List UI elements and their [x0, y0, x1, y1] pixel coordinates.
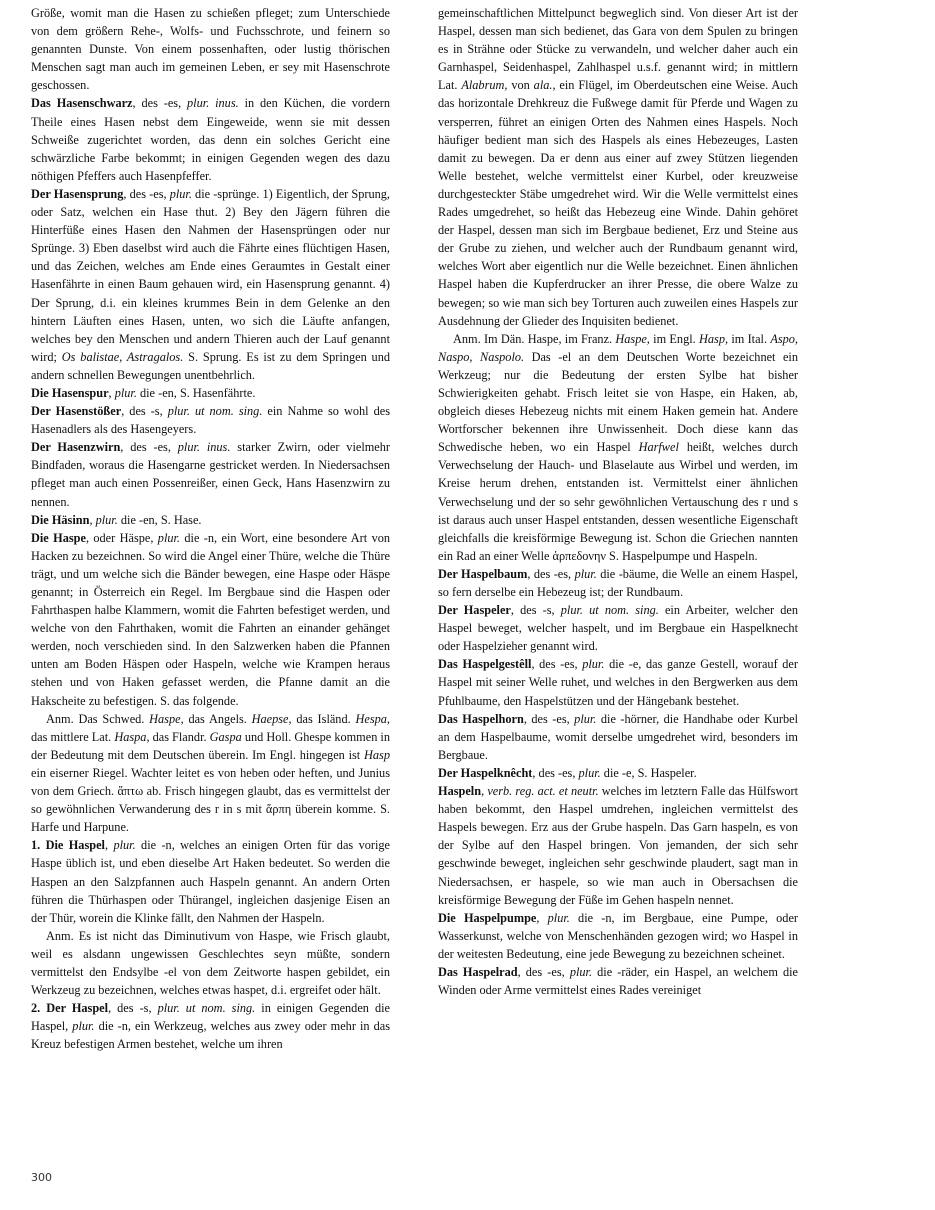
italic-term: plur. [574, 711, 597, 726]
entry-text: Anm. Es ist nicht das Diminutivum von Haspe, wie Frisch glaubt, weil es alsdann ungewissen Geschlechtes seyn müßte, sondern vermittelst den Endsylbe -el von dem Zeitworte haspen gebildet, ein Werkzeug zu bezeichnen, welches etwas haspet, d.i. ergreifet oder hält. [31, 928, 390, 998]
entry-text: Anm. Im Dän. Haspe, im Franz. [453, 331, 616, 346]
entry-text: die -n, welches an einigen Orten für das vorige Haspe üblich ist, und eben dieselbe Art Haken bedeutet. So werden die Haspen an den Salzpfannen auch Haspeln genannt. An andern Orten führen die Thürhaspen oder Thürangel, ingleichen dasjenige Eisen an der Thür, worein die Klinke fällt, den Nahmen der Haspeln. [31, 838, 391, 925]
entry-text: in den Küchen, die vordern Theile eines Hasen nebst dem Eingeweide, wenn sie mit dessen Schweiße zugerichtet worden, das denn ein solches Gericht eine schwärzliche Farbe bekommt; in einigen Gegenden wegen des dazu nöthigen Pfeffers auch Hasenpfeffer. [31, 96, 390, 183]
dictionary-entry [438, 655, 798, 709]
italic-term: Os balistae, Astragalos. [61, 349, 184, 364]
entry-text: das mittlere Lat. [31, 729, 115, 744]
italic-term: Hasp [364, 747, 390, 762]
dictionary-entry [31, 94, 390, 184]
annotation-paragraph [438, 330, 798, 565]
entry-text: , [536, 910, 548, 925]
headword: 1. Die Haspel [31, 838, 105, 853]
entry-text: die -sprünge. 1) Eigentlich, der Sprung, oder Satz, welchen ein Hase thut. 2) Bey den Jägern führen die Hinterfüße eines Hasen den Nahmen der Hasensprüngen oder nur Sprünge. 3) Eben daselbst wird auch die Fährte eines flüchtigen Hasen, und das Zeichen, welches am Ende eines Geraumtes in Gestalt einer Hasenfährte in einen Baum gehauen wird, ein Hasensprung genannt. 4) Der Sprung, d.i. ein kleines krummes Bein in dem Gelenke an den hintern Läuften eines Hasen, unten, wo sich die Läufte anfangen, welches bey den Menschen und andern Thieren auch der Lauf genannt wird; [31, 186, 390, 364]
dictionary-entry [31, 836, 390, 926]
entry-text: die -n, ein Werkzeug, welches aus zwey oder mehr in das Kreuz befestigen Armen bestehet, welche um ihren [31, 1019, 390, 1052]
entry-text: Größe, womit man die Hasen zu schießen pfleget; zum Unterschiede von dem größern Rehe-, Wolfs- und Fuchsschrote, und feinern so genannten Dunste. Von einem possenhaften, oder lustig thörischen Menschen sagt man auch im gemeinen Leben, er sey mit Hasenschrote geschossen. [31, 6, 390, 93]
entry-text: die -n, ein Wort, eine besondere Art von Hacken zu bezeichnen. So wird die Angel einer Thüre, welche die Thüre trägt, und um welche sich die Bänder bewegen, eine Haspe oder Häspe genannt; in Österreich ein Regel. Im Bergbaue sind die Haspen oder Fahrthaspen halbe Klammern, womit die Fahrten befestiget werden, und welche von den Fahrthaken, womit die Fahrten an einander gehänget werden, noch verschieden sind. In den Salzwerken haben die Pfannen unten am Boden Häspen oder Haspeln, welche wie Krampen heraus stehen und von Haken gefasset werden, die Pfanne damit an die Hakscheite zu befestigen. S. das folgende. [31, 530, 391, 708]
entry-text: die -räder, ein Haspel, an welchem die Winden oder Arme vermittelst eines Rades vereiniget [438, 964, 799, 998]
italic-term: plur. [574, 566, 597, 581]
italic-term: plur. ut nom. sing. [560, 603, 659, 618]
italic-term: Haspa, [114, 729, 150, 744]
dictionary-entry [438, 565, 798, 601]
entry-text: , [89, 512, 96, 527]
dictionary-entry [438, 601, 798, 655]
headword: Das Haspelrad [438, 964, 518, 979]
dictionary-entry [31, 185, 390, 384]
headword: Das Haspelhorn [438, 711, 524, 726]
entry-text: , des -es, [527, 566, 575, 581]
dictionary-entry [31, 999, 390, 1053]
dictionary-entry [31, 529, 390, 710]
entry-text: das Isländ. [291, 711, 356, 726]
dictionary-entry [31, 402, 390, 438]
entry-text: ein Flügel, im Oberdeutschen eine Weise. Auch das horizontale Drehkreuz die Fußwege damit für Pferde und Wagen zu versperren, führet an einigen Orten des Nahmen eines Haspels. Noch häufiger bedient man sich des Haspels als eines Hebezeuges, Lasten damit zu bewegen. Da er denn aus einer auf zwey Stützen liegenden Welle bestehet, welche vermittelst einer Kurbel, oder kreuzweise durchgesteckter Stäbe umgedrehet wird. Wir die Welle vermittelst eines Rades umgedrehet, so heißt das Hebezeug eine Winde. Dahin gehöret der Haspel, dessen man sich im Bergbaue bedienet, Erz und Steine aus der Grube zu ziehen, und welcher auch der Rundbaum genannt wird, welches Wort aber eigentlich nur die Welle bezeichnet. Einen ähnlichen Haspel haben die Kupferdrucker an ihrer Presse, die obere Walze zu bewegen; so wie man sich bey Torturen auch zuweilen eines Haspels zur Ausdehnung der Glieder des Inquisiten bedienet. [438, 78, 798, 328]
headword: Das Haspelgestêll [438, 657, 532, 672]
italic-term: plur. [72, 1019, 95, 1034]
entry-text: heißt, welches durch Verwechselung der Hauch- und Blaselaute aus Wirbel und werden, im Kreise herum drehen, entstanden ist. Vermittelst einer ähnlichen Verwechselung und der so sehr gewöhnlichen Vertauschung des r und s ist daraus auch unser Haspel entstanden, dessen wesentliche Eigenschaft gleichfalls die kreisförmige Bewegung ist. Schon die Griechen nannten ein Rad an einer Welle ἁρπεδονην S. Haspelpumpe und Haspeln. [438, 440, 798, 563]
dictionary-entry [31, 384, 390, 402]
entry-text: starker Zwirn, oder vielmehr Bindfaden, woraus die Hasengarne gestricket werden. In Niedersachsen pfleget man auch einen Possenreißer, einen Geck, Hans Hasenzwirn zu nennen. [31, 440, 391, 509]
entry-text: im Engl. [649, 331, 699, 346]
continued-paragraph [31, 4, 390, 94]
italic-term: Gaspa [209, 729, 242, 744]
italic-term: Haspe, [149, 711, 184, 726]
italic-term: plur. [578, 765, 601, 780]
entry-text: , [481, 784, 488, 799]
entry-text: die -en, S. Hase. [117, 512, 202, 527]
entry-text: Das -el an dem Deutschen Worte bezeichnet ein Werkzeug; nur die Bedeutung der ersten Sylbe hat bisher Schwierigkeiten gehabt. Frisch leitet sie von Haspe, ein Haken, ab, obgleich dieses Hebezeug nichts mit einem Haken gemein hat. Andere Wortforscher bekennen ihre Unwissenheit. Doch diese kann das Schwedische heben, wo ein Haspel [438, 349, 798, 455]
entry-text: , [108, 385, 115, 400]
dictionary-entry [438, 764, 798, 782]
entry-text: , des -es, [531, 657, 583, 672]
entry-text: , des -s, [510, 603, 561, 618]
italic-term: Hasp, [699, 331, 729, 346]
headword: Der Hasensprung [31, 186, 124, 201]
italic-term: plur. inus. [177, 440, 231, 455]
entry-text: das Angels. [183, 711, 252, 726]
headword: Die Haspe [31, 530, 86, 545]
headword: Die Häsinn [31, 512, 90, 527]
entry-text: welches im letztern Falle das Hülfswort haben bekommt, den Haspel umdrehen, ingleichen vermittelst des Haspels bewegen. Erz aus der Grube haspeln. Das Garn haspeln, es von der Sylbe auf den Haspel bringen. Von jemanden, der sich sehr geschwinde beweget, ingleichen sehr geschwinde plaudert, sagt man in Niedersachsen, er haspele, so wie man auch in Obersachsen die kreisförmige Bewegung der Füße im Gehen haspeln nennet. [438, 784, 798, 907]
headword: Haspeln [438, 784, 482, 799]
dictionary-entry [31, 511, 390, 529]
entry-text: Anm. Das Schwed. [46, 711, 150, 726]
entry-text: , oder Häspe, [85, 530, 158, 545]
entry-text: , [104, 838, 114, 853]
entry-text: , des -es, [120, 440, 178, 455]
entry-text: S. Sprung. Es ist zu dem Springen und andern schnellen Bewegungen unentbehrlich. [31, 349, 391, 382]
italic-term: Harfwel [638, 440, 679, 455]
headword: Der Hasenzwirn [31, 440, 121, 455]
dictionary-entry [438, 782, 798, 909]
italic-term: Hespa, [355, 711, 390, 726]
headword: Die Haspelpumpe [438, 910, 537, 925]
headword: Der Haspeler [438, 603, 511, 618]
entry-text: ein eiserner Riegel. Wachter leitet es von heben oder heften, und Junius von dem Griech. ἅπτω ab. Frisch hingegen glaubt, das es vermittelst der so gewöhnlichen Verwanderung des r in s mit ἅρπη überein komme. S. Harfe und Harpune. [31, 765, 390, 835]
italic-term: Aspo, Naspo, Naspolo. [438, 331, 798, 364]
entry-text: von [507, 78, 534, 93]
italic-term: ala., [533, 78, 556, 93]
entry-text: gemeinschaftlichen Mittelpunct begweglich sind. Von dieser Art ist der Haspel, dessen man sich bedienet, das Gara von dem Spulen zu bringen es in Strähne oder Stücke zu verwandeln, und welcher daher auch ein Garnhaspel, Seidenhaspel, Zahlhaspel u.s.f. genannt wird; in mittlern Lat. [438, 6, 798, 93]
entry-text: die -n, im Bergbaue, eine Pumpe, oder Wasserkunst, welche von Menschenhänden gezogen wird; wo Haspel in der weitesten Bedeutung, eine jede Bewegung zu bezeichnen scheinet. [438, 910, 798, 961]
italic-term: plur. [569, 964, 593, 979]
column-left [31, 4, 390, 1053]
dictionary-entry [438, 963, 798, 999]
italic-term: plur. [95, 512, 118, 527]
italic-term: plur. [113, 838, 136, 853]
annotation-paragraph [31, 927, 390, 999]
entry-text: , des -s, [108, 1001, 158, 1016]
italic-term: plur. [582, 657, 605, 672]
page-number: 300 [31, 1171, 52, 1184]
headword: 2. Der Haspel [31, 1001, 109, 1016]
italic-term: plur. ut nom. sing. [157, 1001, 256, 1016]
entry-text: die -hörner, die Handhabe oder Kurbel an dem Haspelbaume, womit derselbe umgedrehet wird, besonders im Bergbaue. [438, 711, 798, 762]
entry-text: ein Nahme so wohl des Hasenadlers als des Hasengeyers. [31, 404, 390, 437]
headword: Der Hasenstößer [31, 404, 122, 419]
italic-term: plur. ut nom. sing. [167, 404, 263, 419]
continued-paragraph [438, 4, 798, 330]
italic-term: Haspe, [615, 331, 650, 346]
entry-text: ein Arbeiter, welcher den Haspel beweget, welcher haspelt, und im Bergbaue ein Haspelknecht oder Haspelzieher genannt wird. [438, 603, 798, 654]
dictionary-entry [438, 909, 798, 963]
entry-text: die -en, S. Hasenfährte. [136, 385, 256, 400]
italic-term: verb. reg. act. et neutr. [487, 784, 599, 799]
column-right [438, 4, 798, 999]
entry-text: , des -es, [523, 711, 575, 726]
entry-text: , des -es, [132, 96, 188, 111]
entry-text: und Holl. Ghespe kommen in der Bedeutung mit dem Deutschen überein. Im Engl. hingegen ist [31, 729, 390, 762]
italic-term: Alabrum, [461, 78, 508, 93]
italic-term: plur. inus. [187, 96, 239, 111]
entry-text: das Flandr. [149, 729, 210, 744]
entry-text: , des -es, [532, 765, 579, 780]
headword: Der Haspelknêcht [438, 765, 533, 780]
italic-term: Haepse, [251, 711, 292, 726]
dictionary-entry [438, 710, 798, 764]
annotation-paragraph [31, 710, 390, 837]
italic-term: plur. [169, 186, 192, 201]
entry-text: die -bäume, die Welle an einem Haspel, so fern derselbe ein Hebezeug ist; der Rundbaum. [438, 566, 798, 599]
entry-text: in einigen Gegenden die Haspel, [31, 1001, 390, 1034]
italic-term: plur. [157, 530, 181, 545]
headword: Das Hasenschwarz [31, 96, 133, 111]
headword: Die Hasenspur [31, 385, 109, 400]
dictionary-entry [31, 438, 390, 510]
entry-text: , des -es, [123, 186, 170, 201]
italic-term: plur. [114, 385, 137, 400]
entry-text: , des -es, [517, 964, 570, 979]
entry-text: im Ital. [728, 331, 771, 346]
italic-term: plur. [547, 910, 570, 925]
entry-text: die -e, das ganze Gestell, worauf der Haspel mit seiner Welle ruhet, und welches in den Bergwerken aus dem Pfuhlbaume, den Haspelstützen und der Hängebank bestehet. [438, 657, 798, 708]
entry-text: die -e, S. Haspeler. [600, 765, 697, 780]
headword: Der Haspelbaum [438, 566, 528, 581]
entry-text: , des -s, [121, 404, 168, 419]
